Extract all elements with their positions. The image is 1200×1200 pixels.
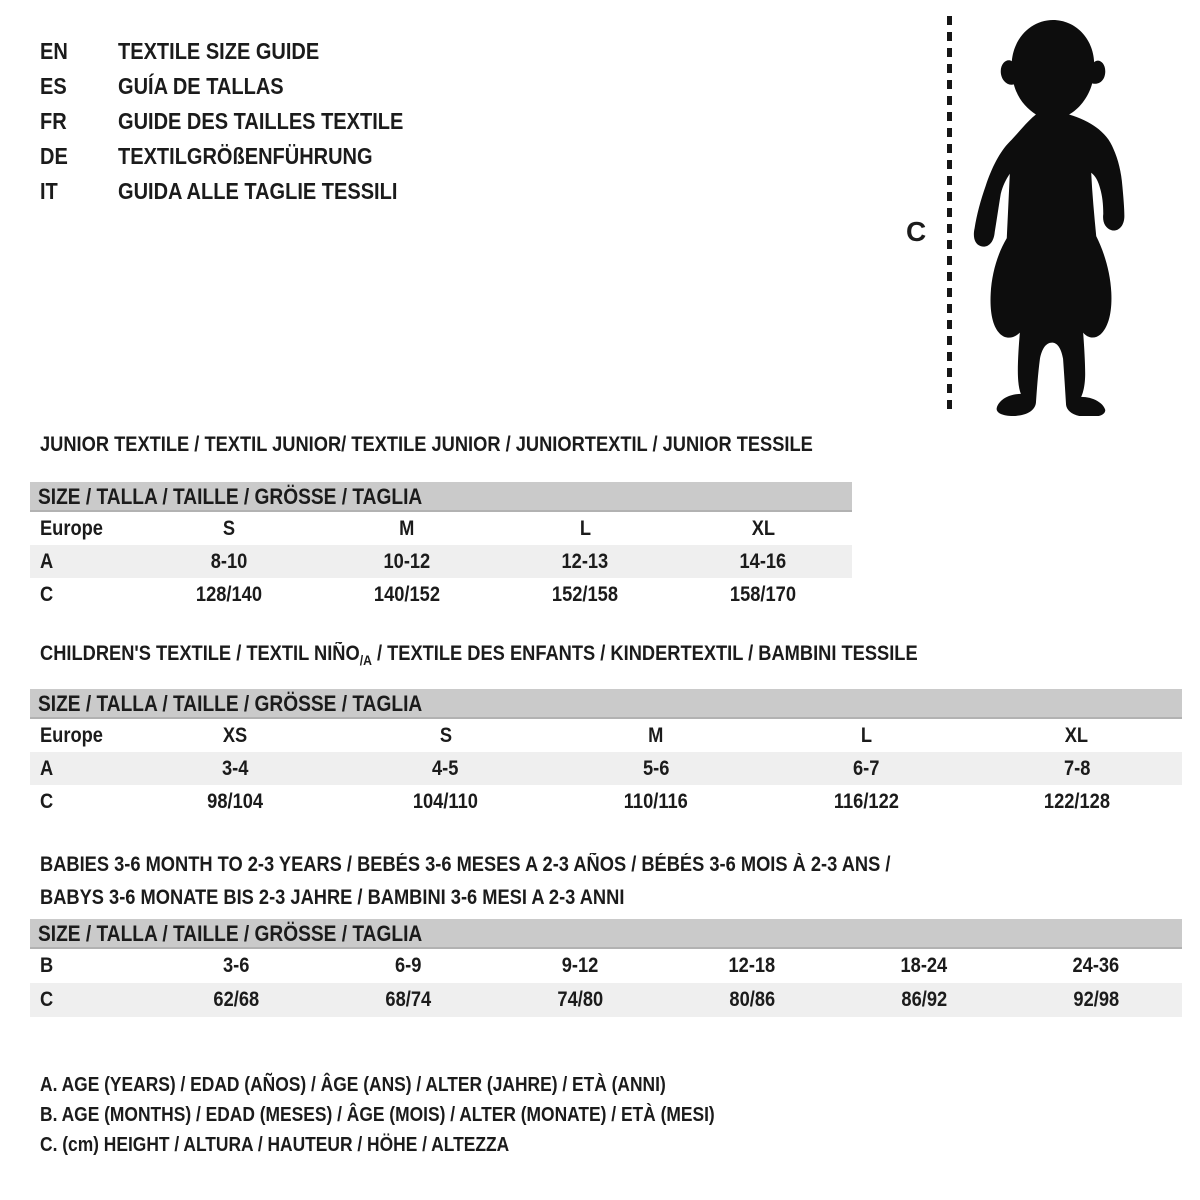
size-value: XL <box>751 516 775 540</box>
junior-size-table <box>30 482 852 611</box>
height-value: 62/68 <box>213 988 259 1011</box>
height-value: 122/128 <box>1043 789 1110 813</box>
junior-row-age <box>30 545 852 578</box>
children-row-europe <box>30 719 1182 752</box>
language-code: IT <box>40 178 58 204</box>
junior-section-title <box>40 433 928 457</box>
age-value: 5-6 <box>642 756 670 780</box>
language-code: DE <box>40 143 68 169</box>
language-code: EN <box>40 38 68 64</box>
babies-row-height <box>30 983 1182 1017</box>
junior-row-europe <box>30 512 852 545</box>
babies-title-line2: BABYS 3-6 MONATE BIS 2-3 JAHRE / BAMBINI 3-6 MESI A 2-3 ANNI <box>40 886 625 909</box>
age-value: 8-10 <box>210 549 248 573</box>
size-value: M <box>399 516 415 540</box>
children-row-age <box>30 752 1182 785</box>
row-label: B <box>40 954 54 977</box>
age-months-value: 18-24 <box>900 954 948 977</box>
row-label: A <box>40 756 54 780</box>
row-label: Europe <box>40 516 103 540</box>
children-title-subscript: /A <box>359 652 372 668</box>
size-value: XS <box>223 723 248 747</box>
language-title: TEXTILE SIZE GUIDE <box>118 38 320 64</box>
size-header-text: SIZE / TALLA / TAILLE / GRÖSSE / TAGLIA <box>38 484 423 509</box>
size-value: S <box>439 723 452 747</box>
age-value: 7-8 <box>1063 756 1090 780</box>
size-value: L <box>860 723 872 747</box>
babies-title-line1: BABIES 3-6 MONTH TO 2-3 YEARS / BEBÉS 3-6 MESES A 2-3 AÑOS / BÉBÉS 3-6 MOIS À 2-3 ANS / <box>40 853 891 876</box>
size-value: S <box>222 516 236 540</box>
children-title-post: / TEXTILE DES ENFANTS / KINDERTEXTIL / BAMBINI TESSILE <box>371 642 918 665</box>
row-label: C <box>40 582 54 606</box>
height-measure-line <box>947 16 952 414</box>
baby-silhouette-icon <box>956 14 1146 416</box>
junior-row-height <box>30 578 852 611</box>
age-months-value: 3-6 <box>222 954 250 977</box>
measurement-legend <box>40 1070 816 1160</box>
language-title: TEXTILGRÖßENFÜHRUNG <box>118 143 373 169</box>
legend-line-c <box>40 1130 816 1160</box>
size-value: M <box>648 723 664 747</box>
babies-size-table <box>30 919 1182 1017</box>
junior-size-header-bar <box>30 482 852 512</box>
children-row-height <box>30 785 1182 818</box>
height-value: 158/170 <box>729 582 797 606</box>
height-value: 128/140 <box>195 582 263 606</box>
junior-title-text: JUNIOR TEXTILE / TEXTIL JUNIOR/ TEXTILE JUNIOR / JUNIORTEXTIL / JUNIOR TESSILE <box>40 433 813 456</box>
height-value: 98/104 <box>207 789 264 813</box>
height-value: 68/74 <box>385 988 431 1011</box>
height-value: 110/116 <box>623 789 688 813</box>
size-header-text: SIZE / TALLA / TAILLE / GRÖSSE / TAGLIA <box>38 921 423 946</box>
age-months-value: 6-9 <box>394 954 422 977</box>
children-section-title <box>40 642 1049 668</box>
language-row-it <box>40 174 446 209</box>
legend-text-b: B. AGE (MONTHS) / EDAD (MESES) / ÂGE (MOIS) / ALTER (MONATE) / ETÀ (MESI) <box>40 1104 715 1126</box>
size-header-text: SIZE / TALLA / TAILLE / GRÖSSE / TAGLIA <box>38 691 423 716</box>
language-title: GUIDA ALLE TAGLIE TESSILI <box>118 178 398 204</box>
age-months-value: 12-18 <box>728 954 776 977</box>
babies-size-header-bar <box>30 919 1182 949</box>
age-months-value: 24-36 <box>1072 954 1120 977</box>
age-value: 10-12 <box>383 549 431 573</box>
height-value: 80/86 <box>729 988 775 1011</box>
age-value: 12-13 <box>561 549 609 573</box>
height-value: 140/152 <box>373 582 441 606</box>
size-value: L <box>579 516 591 540</box>
height-value: 152/158 <box>551 582 619 606</box>
children-table <box>30 719 1182 818</box>
row-label: C <box>40 789 54 813</box>
babies-section-title <box>40 848 1018 914</box>
row-label: C <box>40 988 54 1011</box>
row-label: A <box>40 549 54 573</box>
age-value: 4-5 <box>432 756 459 780</box>
language-title: GUIDE DES TAILLES TEXTILE <box>118 108 404 134</box>
language-row-de <box>40 139 446 174</box>
row-label: Europe <box>40 723 103 747</box>
language-list <box>40 34 446 209</box>
legend-text-a: A. AGE (YEARS) / EDAD (AÑOS) / ÂGE (ANS) / ALTER (JAHRE) / ETÀ (ANNI) <box>40 1074 666 1096</box>
children-title-text <box>40 642 918 668</box>
size-value: XL <box>1065 723 1089 747</box>
children-size-header-bar <box>30 689 1182 719</box>
language-row-fr <box>40 104 446 139</box>
language-title: GUÍA DE TALLAS <box>118 73 284 99</box>
legend-line-a <box>40 1070 816 1100</box>
height-value: 104/110 <box>413 789 479 813</box>
language-code: ES <box>40 73 67 99</box>
babies-row-months <box>30 949 1182 983</box>
language-row-es <box>40 69 446 104</box>
legend-line-b <box>40 1100 816 1130</box>
children-size-table <box>30 689 1182 818</box>
height-value: 92/98 <box>1073 988 1119 1011</box>
legend-text-c: C. (cm) HEIGHT / ALTURA / HAUTEUR / HÖHE / ALTEZZA <box>40 1134 510 1156</box>
junior-table <box>30 512 852 611</box>
age-months-value: 9-12 <box>561 954 599 977</box>
children-title-pre: CHILDREN'S TEXTILE / TEXTIL NIÑO <box>40 642 360 665</box>
age-value: 14-16 <box>739 549 787 573</box>
age-value: 3-4 <box>221 756 249 780</box>
height-measure-label: C <box>906 216 927 247</box>
babies-table <box>30 949 1182 1017</box>
language-row-en <box>40 34 446 69</box>
height-value: 86/92 <box>901 988 947 1011</box>
age-value: 6-7 <box>853 756 880 780</box>
language-code: FR <box>40 108 67 134</box>
height-value: 74/80 <box>557 988 603 1011</box>
height-value: 116/122 <box>833 789 899 813</box>
